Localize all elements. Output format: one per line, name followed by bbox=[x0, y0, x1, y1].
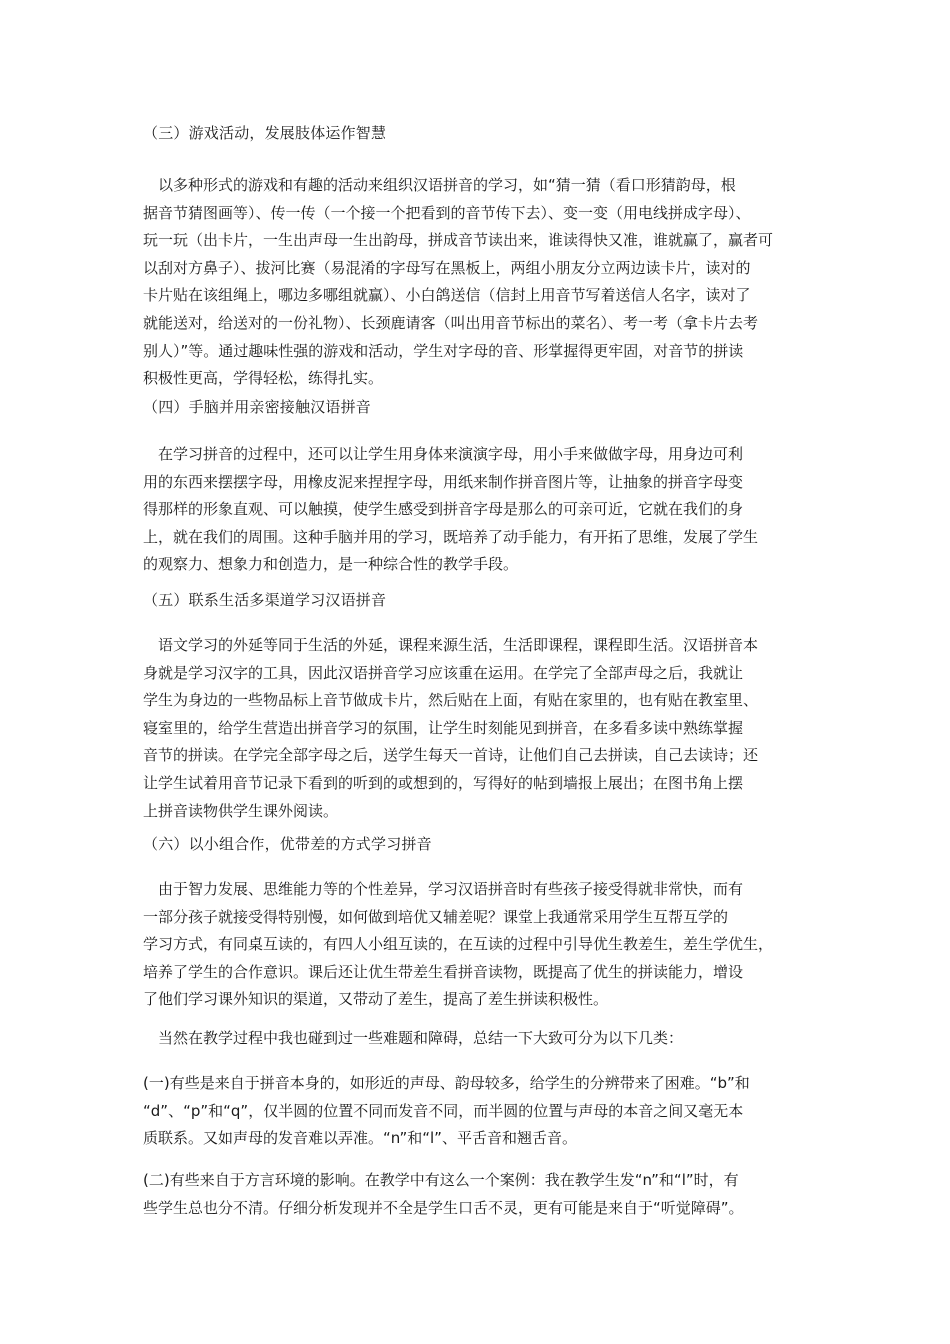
summary-item-1 bbox=[143, 1070, 823, 1153]
paragraph-line: 学生为身边的一些物品标上音节做成卡片，然后贴在上面，有贴在家里的，也有贴在教室里、 bbox=[143, 691, 759, 710]
paragraph-line: 了他们学习课外知识的渠道，又带动了差生，提高了差生拼读积极性。 bbox=[143, 990, 609, 1009]
paragraph-line: 卡片贴在该组绳上，哪边多哪组就赢）、小白鸽送信（信封上用音节写着送信人名字，读对了 bbox=[143, 286, 751, 305]
paragraph-line: 当然在教学过程中我也碰到过一些难题和障碍，总结一下大致可分为以下几类： bbox=[143, 1029, 684, 1047]
paragraph-line: (二)有些来自于方言环境的影响。在教学中有这么一个案例：我在教学生发“n”和“l”时，有 bbox=[143, 1171, 739, 1189]
paragraph-line: 以多种形式的游戏和有趣的活动来组织汉语拼音的学习，如“猜一猜（看口形猜韵母，根 bbox=[143, 176, 736, 194]
paragraph-line: 积极性更高，学得轻松，练得扎实。 bbox=[143, 369, 384, 388]
paragraph-line: 用的东西来摆摆字母，用橡皮泥来捏捏字母，用纸来制作拼音图片等，让抽象的拼音字母变 bbox=[143, 472, 744, 491]
paragraph-line: 就能送对，给送对的一份礼物）、长颈鹿请客（叫出用音节标出的菜名）、考一考（拿卡片去考 bbox=[143, 313, 759, 332]
paragraph-line: 培养了学生的合作意识。课后还让优生带差生看拼音读物，既提高了优生的拼读能力，增设 bbox=[143, 962, 744, 981]
paragraph-line: 的观察力、想象力和创造力，是一种综合性的教学手段。 bbox=[143, 555, 519, 574]
section-5-heading: （五）联系生活多渠道学习汉语拼音 bbox=[143, 591, 387, 609]
paragraph-line: 一部分孩子就接受得特别慢，如何做到培优又辅差呢？课堂上我通常采用学生互帮互学的 bbox=[143, 907, 729, 926]
paragraph-line: 据音节猜图画等）、传一传（一个接一个把看到的音节传下去）、变一变（用电线拼成字母）、 bbox=[143, 203, 751, 222]
paragraph-line: 身就是学习汉字的工具，因此汉语拼音学习应该重在运用。在学完了全部声母之后，我就让 bbox=[143, 663, 744, 682]
paragraph-line: 些学生总也分不清。仔细分析发现并不全是学生口舌不灵，更有可能是来自于“听觉障碍”。 bbox=[143, 1198, 744, 1217]
paragraph-line: 学习方式，有同桌互读的，有四人小组互读的，在互读的过程中引导优生教差生，差生学优生， bbox=[143, 935, 774, 954]
summary-intro bbox=[143, 1025, 823, 1053]
paragraph-line: 语文学习的外延等同于生活的外延，课程来源生活，生活即课程，课程即生活。汉语拼音本 bbox=[143, 636, 759, 654]
paragraph-line: “d”、“p”和“q”，仅半圆的位置不同而发音不同，而半圆的位置与声母的本音之间又毫无本 bbox=[143, 1101, 744, 1120]
section-4-heading: （四）手脑并用亲密接触汉语拼音 bbox=[143, 398, 372, 416]
paragraph-line: 让学生试着用音节记录下看到的听到的或想到的，写得好的帖到墙报上展出；在图书角上摆 bbox=[143, 773, 744, 792]
paragraph-line: 上拼音读物供学生课外阅读。 bbox=[143, 801, 339, 820]
section-3-heading: （三）游戏活动，发展肢体运作智慧 bbox=[143, 124, 387, 142]
paragraph-line: 以刮对方鼻子）、拔河比赛（易混淆的字母写在黑板上，两组小朋友分立两边读卡片，读对的 bbox=[143, 258, 751, 277]
paragraph-line: 寝室里的，给学生营造出拼音学习的氛围，让学生时刻能见到拼音，在多看多读中熟练掌握 bbox=[143, 718, 744, 737]
section-3-paragraph bbox=[143, 172, 823, 393]
paragraph-line: 音节的拼读。在学完全部字母之后，送学生每天一首诗，让他们自己去拼读，自己去读诗；还 bbox=[143, 746, 759, 765]
paragraph-line: 别人）”等。通过趣味性强的游戏和活动，学生对字母的音、形掌握得更牢固，对音节的拼读 bbox=[143, 341, 744, 360]
paragraph-line: 得那样的形象直观、可以触摸，使学生感受到拼音字母是那么的可亲可近，它就在我们的身 bbox=[143, 500, 744, 519]
paragraph-line: 质联系。又如声母的发音难以弄准。“n”和“l”、平舌音和翘舌音。 bbox=[143, 1129, 577, 1148]
section-5-paragraph bbox=[143, 632, 823, 825]
section-6-paragraph bbox=[143, 876, 823, 1014]
summary-item-2 bbox=[143, 1167, 823, 1222]
paragraph-line: 在学习拼音的过程中，还可以让学生用身体来演演字母，用小手来做做字母，用身边可利 bbox=[143, 445, 744, 463]
section-4-paragraph bbox=[143, 441, 823, 579]
paragraph-line: 玩一玩（出卡片，一生出声母一生出韵母，拼成音节读出来，谁读得快又准，谁就赢了，赢者可 bbox=[143, 231, 774, 250]
paragraph-line: (一)有些是来自于拼音本身的，如形近的声母、韵母较多，给学生的分辨带来了困难。“b”和 bbox=[143, 1074, 750, 1092]
paragraph-line: 由于智力发展、思维能力等的个性差异，学习汉语拼音时有些孩子接受得就非常快，而有 bbox=[143, 880, 744, 898]
section-6-heading: （六）以小组合作，优带差的方式学习拼音 bbox=[143, 835, 432, 853]
paragraph-line: 上，就在我们的周围。这种手脑并用的学习，既培养了动手能力，有开拓了思维，发展了学生 bbox=[143, 527, 759, 546]
